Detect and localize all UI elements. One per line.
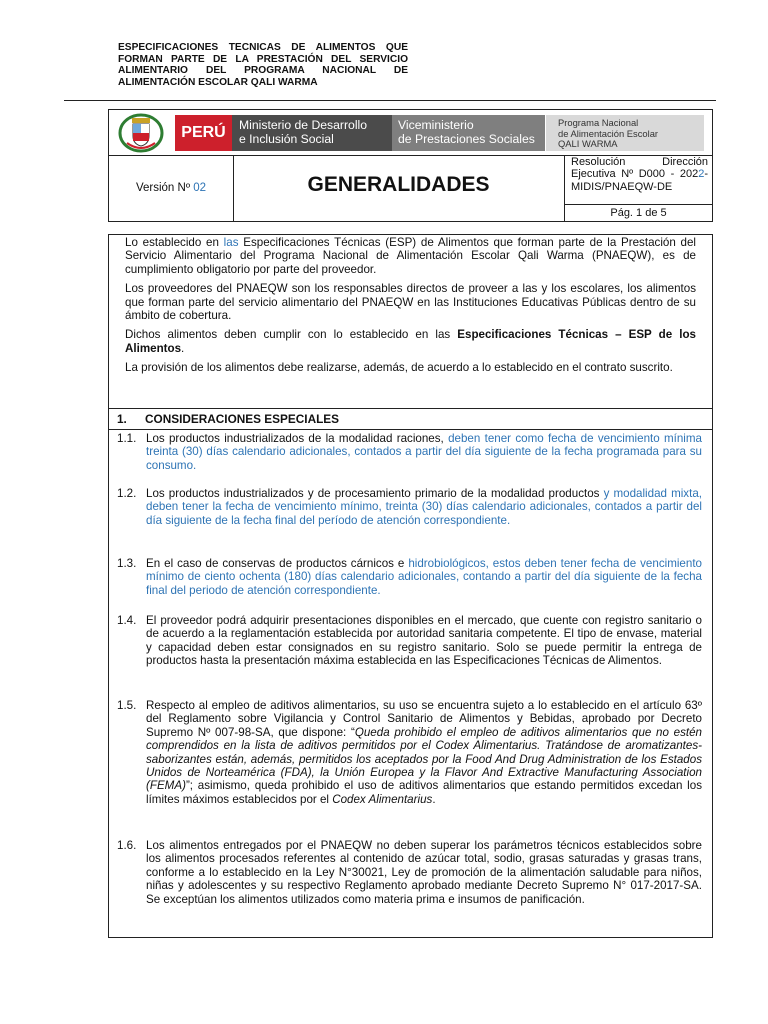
peru-logo: PERÚ — [175, 115, 232, 151]
content-box — [108, 234, 713, 938]
logo-banner — [109, 110, 712, 156]
intro-paragraph-3: Dichos alimentos deben cumplir con lo establecido en las Especificaciones Técnicas – ESP de los Alimentos. — [125, 328, 696, 355]
list-item: 1.6. Los alimentos entregados por el PNAEQW no deben superar los parámetros técnicos establecidos sobre los alimentos procesados referentes al contenido de azúcar total, sodio, grasas saturadas y grasas trans, conforme a lo establecido en la Ley N°30021, Ley de promoción de la alimentación saludable para niños, niñas y adolescentes y su respectivo Reglamento aprobado mediante Decreto Supremo N° 017-2017-SA. Se exceptúan los alimentos utilizados como materia prima e insumos de panificación. — [117, 839, 702, 906]
resolucion-cell: Resolución Dirección Ejecutiva Nº D000 - 2022-MIDIS/PNAEQW-DE — [565, 155, 712, 205]
section-heading: 1. CONSIDERACIONES ESPECIALES — [109, 408, 712, 430]
list-item: 1.3. En el caso de conservas de productos cárnicos e hidrobiológicos, estos deben tener fecha de vencimiento mínimo de ciento ochenta (180) días calendario adicionales, contando a partir del día siguiente de la fecha final del periodo de atención correspondiente. — [117, 557, 702, 597]
heading-divider — [64, 100, 716, 101]
list-item: 1.4. El proveedor podrá adquirir presentaciones disponibles en el mercado, que cuente con registro sanitario o de acuerdo a la reglamentación establecida por autoridad sanitaria competente. El tipo de envase, material y capacidad deben estar consignados en su registro sanitario. Solo se puede permitir la entrega de productos hasta la presentación máxima establecida en las Especificaciones Técnicas de Alimentos. — [117, 614, 702, 668]
page-number: Pág. 1 de 5 — [610, 207, 667, 219]
viceministerio-logo: Viceministerio de Prestaciones Sociales — [392, 115, 545, 151]
intro-paragraph-1: Lo establecido en las Especificaciones Técnicas (ESP) de Alimentos que forman parte de la Prestación del Servicio Alimentario del Programa Nacional de Alimentación Escolar Qali Warma (PNAEQW), es de cumplimiento obligatorio por parte del proveedor. — [125, 236, 697, 276]
intro-paragraph-2: Los proveedores del PNAEQW son los responsables directos de proveer a las y los escolares, los alimentos que forman parte del servicio alimentario del PNAEQW en las Instituciones Educativas Públicas dentro de su ámbito de cobertura. — [125, 282, 696, 323]
intro-section — [109, 235, 712, 375]
page-title: GENERALIDADES — [233, 155, 565, 221]
list-item: 1.2. Los productos industrializados y de procesamiento primario de la modalidad productos y modalidad mixta, deben tener la fecha de vencimiento mínimo, treinta (30) días calendario adicionales, contados a partir del día siguiente de la fecha final del período de atención correspondiente. — [117, 487, 702, 527]
intro-paragraph-4: La provisión de los alimentos debe realizarse, además, de acuerdo a lo establecido en el contrato suscrito. — [125, 361, 673, 375]
version-number: 02 — [193, 182, 207, 194]
list-item: 1.1. Los productos industrializados de la modalidad raciones, deben tener como fecha de vencimiento mínima treinta (30) días calendario adicionales, contados a partir del día siguiente de la fecha programada para su consumo. — [117, 432, 702, 472]
version-cell: Versión Nº 02 — [109, 155, 234, 221]
coat-of-arms-icon — [117, 113, 165, 153]
programa-logo: Programa Nacional de Alimentación Escolar QALI WARMA — [546, 115, 704, 151]
list-item: 1.5. Respecto al empleo de aditivos alimentarios, su uso se encuentra sujeto a lo establecido en el artículo 63º del Reglamento sobre Vigilancia y Control Sanitario de Alimentos y Bebidas, aprobado por Decreto Supremo Nº 007-98-SA, que dispone: “Queda prohibido el empleo de aditivos alimentarios que no estén comprendidos en la lista de aditivos permitidos por el Codex Alimentarius. Tratándose de aromatizantes-saborizantes están, además, permitidos los aceptados por la Food And Drug Administration de los Estados Unidos de Norteamérica (FDA), la Unión Europea y la Flavor And Extractive Manufacturing Association (FEMA)”; asimismo, queda prohibido el uso de aditivos alimentarios que estando permitidos excedan los límites máximos establecidos por el Codex Alimentarius. — [117, 699, 703, 806]
document-heading: ESPECIFICACIONES TECNICAS DE ALIMENTOS QUE FORMAN PARTE DE LA PRESTACIÓN DEL SERVICIO ALIMENTARIO DEL PROGRAMA NACIONAL DE ALIMENTACIÓN ESCOLAR QALI WARMA — [118, 42, 408, 88]
header-table — [108, 109, 713, 222]
ministerio-logo: Ministerio de Desarrollo e Inclusión Social — [232, 115, 392, 151]
header-info-row — [109, 155, 712, 221]
